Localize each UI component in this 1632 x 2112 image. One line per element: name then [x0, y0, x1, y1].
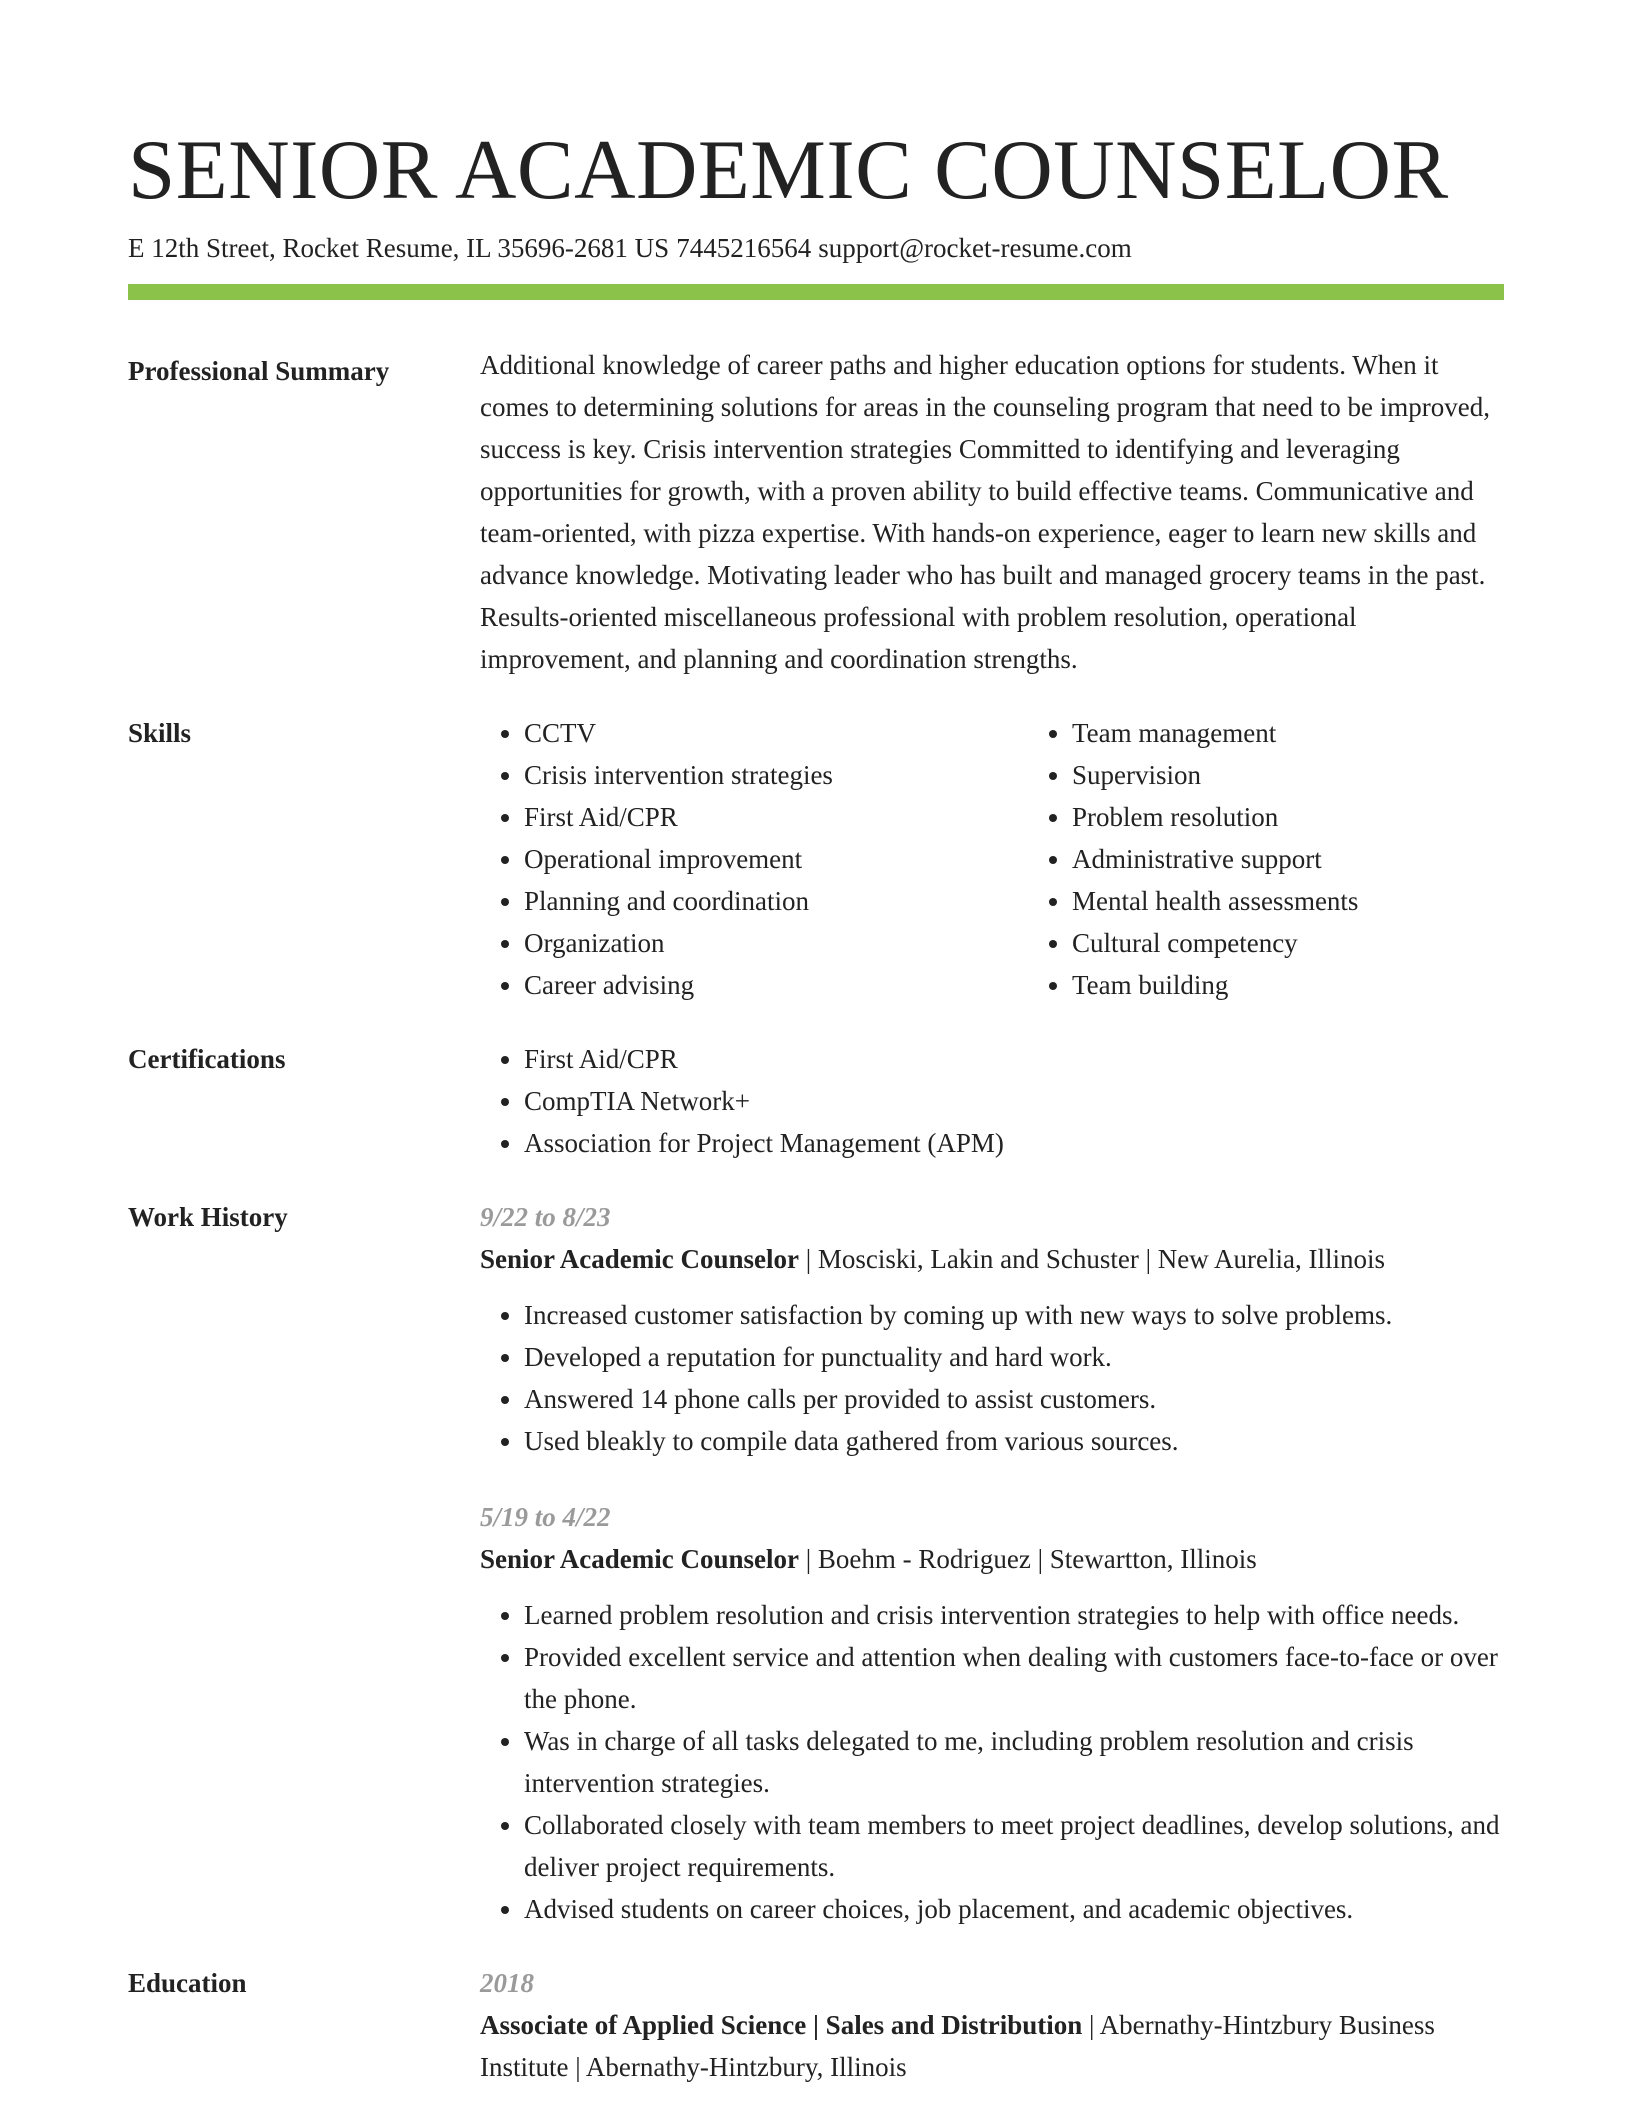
skill-item: • Planning and coordination [524, 880, 1028, 922]
skill-item: • Mental health assessments [1072, 880, 1576, 922]
certification-item: • First Aid/CPR [524, 1038, 1504, 1080]
skills-section [128, 712, 1504, 1006]
summary-section [128, 350, 1504, 680]
job-bullet: • Advised students on career choices, job placement, and academic objectives. [524, 1888, 1504, 1930]
certifications-content [480, 1038, 1504, 1164]
skill-item: • CCTV [524, 712, 1028, 754]
certification-item: • CompTIA Network+ [524, 1080, 1504, 1122]
job-dates: 5/19 to 4/22 [480, 1502, 611, 1532]
skill-item: • Problem resolution [1072, 796, 1576, 838]
job-bullet: • Developed a reputation for punctuality and hard work. [524, 1336, 1504, 1378]
section-label-education: Education [128, 1968, 247, 1998]
education-school: | Abernathy-Hintzbury Business Institute | Abernathy-Hintzbury, Illinois [480, 2010, 1435, 2082]
job-bullets [480, 1594, 1504, 1930]
job-bullet: • Learned problem resolution and crisis intervention strategies to help with office needs. [524, 1594, 1504, 1636]
resume-page [128, 120, 1504, 2088]
certification-item: • Association for Project Management (APM) [524, 1122, 1504, 1164]
work-history-content [480, 1196, 1504, 1930]
summary-text: Additional knowledge of career paths and higher education options for students. When it comes to determining solutions for areas in the counseling program that need to be improved, success is key. Crisis intervention strategies Committed to identifying and leveraging opportunities for growth, with a proven ability to build effective teams. Communicative and team-oriented, with pizza expertise. With hands-on experience, eager to learn new skills and advance knowledge. Motivating leader who has built and managed grocery teams in the past. Results-oriented miscellaneous professional with problem resolution, operational improvement, and planning and coordination strengths. [480, 350, 1490, 674]
skill-item: • Operational improvement [524, 838, 1028, 880]
section-label-summary: Professional Summary [128, 356, 390, 386]
education-degree: Associate of Applied Science | Sales and Distribution [480, 2010, 1083, 2040]
job-title: Senior Academic Counselor [480, 1544, 799, 1574]
contact-phone: 7445216564 [676, 233, 812, 263]
section-label-certifications: Certifications [128, 1044, 286, 1074]
contact-address: E 12th Street, Rocket Resume, IL 35696-2681 US [128, 233, 670, 263]
skill-item: • Cultural competency [1072, 922, 1576, 964]
job-bullet: • Answered 14 phone calls per provided to assist customers. [524, 1378, 1504, 1420]
skills-list-left [480, 712, 1028, 1006]
job-bullet: • Was in charge of all tasks delegated to me, including problem resolution and crisis intervention strategies. [524, 1720, 1504, 1804]
job-dates: 9/22 to 8/23 [480, 1202, 611, 1232]
skill-item: • Administrative support [1072, 838, 1576, 880]
job-bullet: • Collaborated closely with team members to meet project deadlines, develop solutions, and deliver project requirements. [524, 1804, 1504, 1888]
education-year: 2018 [480, 1968, 534, 1998]
section-label-skills: Skills [128, 718, 192, 748]
resume-name-heading: SENIOR ACADEMIC COUNSELOR [128, 123, 1449, 217]
work-history-section [128, 1196, 1504, 1930]
job-entry [480, 1196, 1504, 1462]
job-title: Senior Academic Counselor [480, 1244, 799, 1274]
skill-item: • Team management [1072, 712, 1576, 754]
section-label-work-history: Work History [128, 1202, 288, 1232]
job-heading-line [480, 1538, 1504, 1580]
job-bullet: • Provided excellent service and attention when dealing with customers face-to-face or over the phone. [524, 1636, 1504, 1720]
contact-email: support@rocket-resume.com [818, 233, 1132, 263]
job-company-location: | Boehm - Rodriguez | Stewartton, Illinois [799, 1544, 1257, 1574]
contact-line [128, 230, 1504, 266]
education-section [128, 1962, 1504, 2088]
skills-content [480, 712, 1576, 1006]
certifications-list [480, 1038, 1504, 1164]
job-company-location: | Mosciski, Lakin and Schuster | New Aurelia, Illinois [799, 1244, 1385, 1274]
skill-item: • Crisis intervention strategies [524, 754, 1028, 796]
job-heading-line [480, 1238, 1504, 1280]
skill-item: • Team building [1072, 964, 1576, 1006]
job-bullets [480, 1294, 1504, 1462]
skills-list-right [1028, 712, 1576, 1006]
summary-content [480, 350, 1504, 680]
skill-item: • Organization [524, 922, 1028, 964]
job-bullet: • Used bleakly to compile data gathered from various sources. [524, 1420, 1504, 1462]
certifications-section [128, 1038, 1504, 1164]
skill-item: • Career advising [524, 964, 1028, 1006]
job-entry [480, 1496, 1504, 1930]
education-line [480, 2004, 1504, 2088]
skill-item: • First Aid/CPR [524, 796, 1028, 838]
header-accent-rule [128, 284, 1504, 300]
job-bullet: • Increased customer satisfaction by coming up with new ways to solve problems. [524, 1294, 1504, 1336]
skill-item: • Supervision [1072, 754, 1576, 796]
education-content [480, 1962, 1504, 2088]
